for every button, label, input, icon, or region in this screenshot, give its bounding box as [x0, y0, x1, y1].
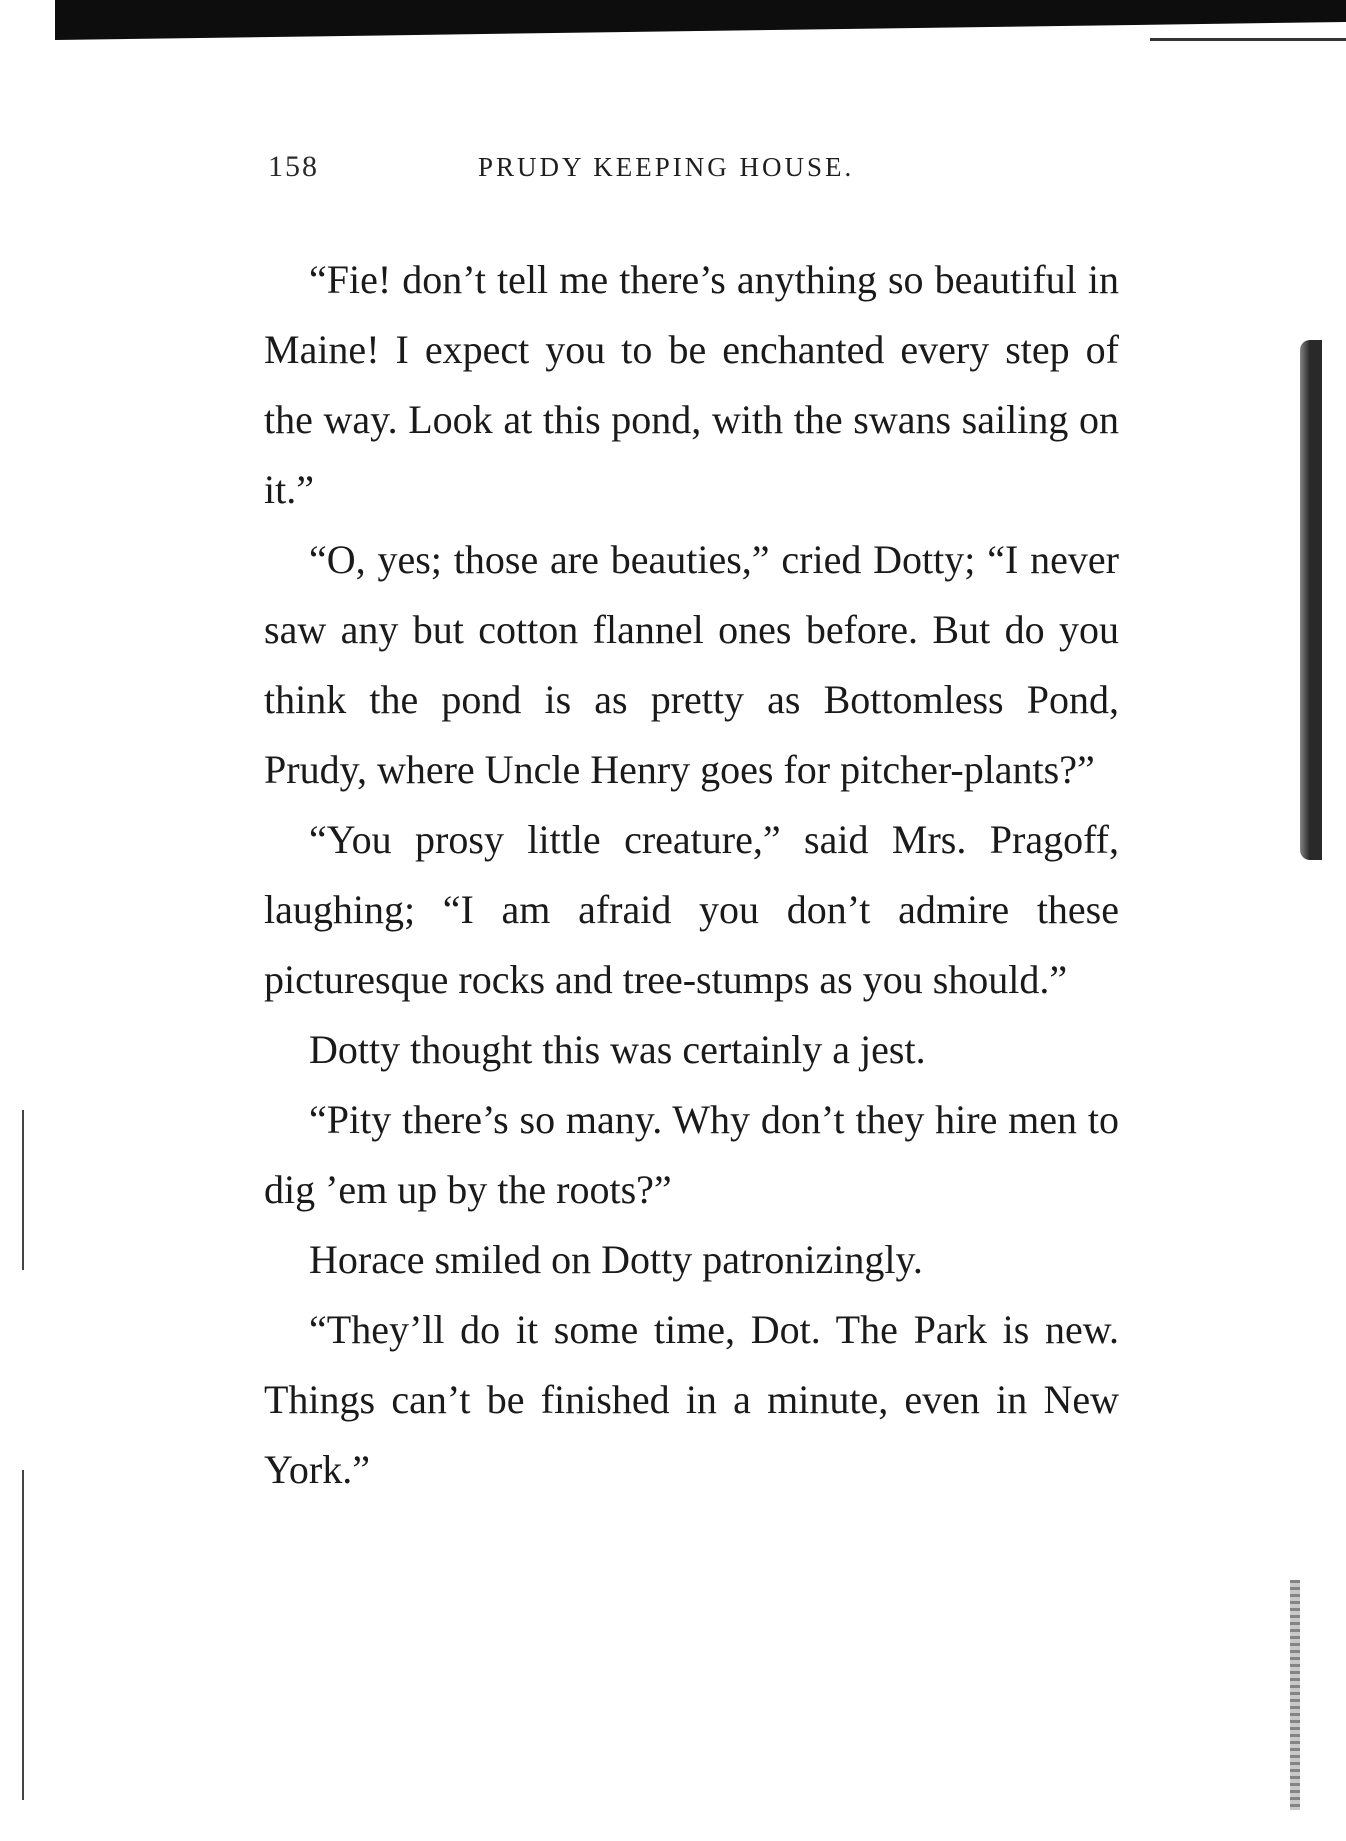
- scan-top-edge-bar: [55, 0, 1346, 40]
- paragraph-jest: Dotty thought this was certainly a jest.: [309, 1027, 926, 1072]
- paragraph-prosy-creature: “You prosy little creature,” said Mrs. Pragoff, laughing; “I am afraid you don’t admire these picturesque rocks and tree-stumps as you should.”: [264, 817, 1119, 1002]
- paragraph-pity: “Pity there’s so many. Why don’t they hire men to dig ’em up by the roots?”: [264, 1097, 1119, 1212]
- scan-edge-speckle: [1290, 1580, 1300, 1810]
- page-body: [264, 245, 1119, 1505]
- paragraph-park: “They’ll do it some time, Dot. The Park is new. Things can’t be finished in a minute, even in New York.”: [264, 1307, 1119, 1492]
- scan-left-edge-line: [22, 1470, 24, 1800]
- scan-left-edge-line: [22, 1110, 24, 1270]
- paragraph-fie: “Fie! don’t tell me there’s anything so beautiful in Maine! I expect you to be enchanted every step of the way. Look at this pond, with the swans sailing on it.”: [264, 257, 1119, 512]
- scan-binding-shadow: [1300, 340, 1322, 860]
- scan-top-edge-line: [1150, 38, 1346, 41]
- paragraph-horace: Horace smiled on Dotty patronizingly.: [309, 1237, 923, 1282]
- page-header: [268, 150, 1118, 190]
- paragraph-beauties: “O, yes; those are beauties,” cried Dotty; “I never saw any but cotton flannel ones before. But do you think the pond is as pretty as Bottomless Pond, Prudy, where Uncle Henry goes for pitcher-plants?”: [264, 537, 1119, 792]
- page-number: 158: [268, 150, 319, 183]
- running-title: PRUDY KEEPING HOUSE.: [478, 152, 855, 182]
